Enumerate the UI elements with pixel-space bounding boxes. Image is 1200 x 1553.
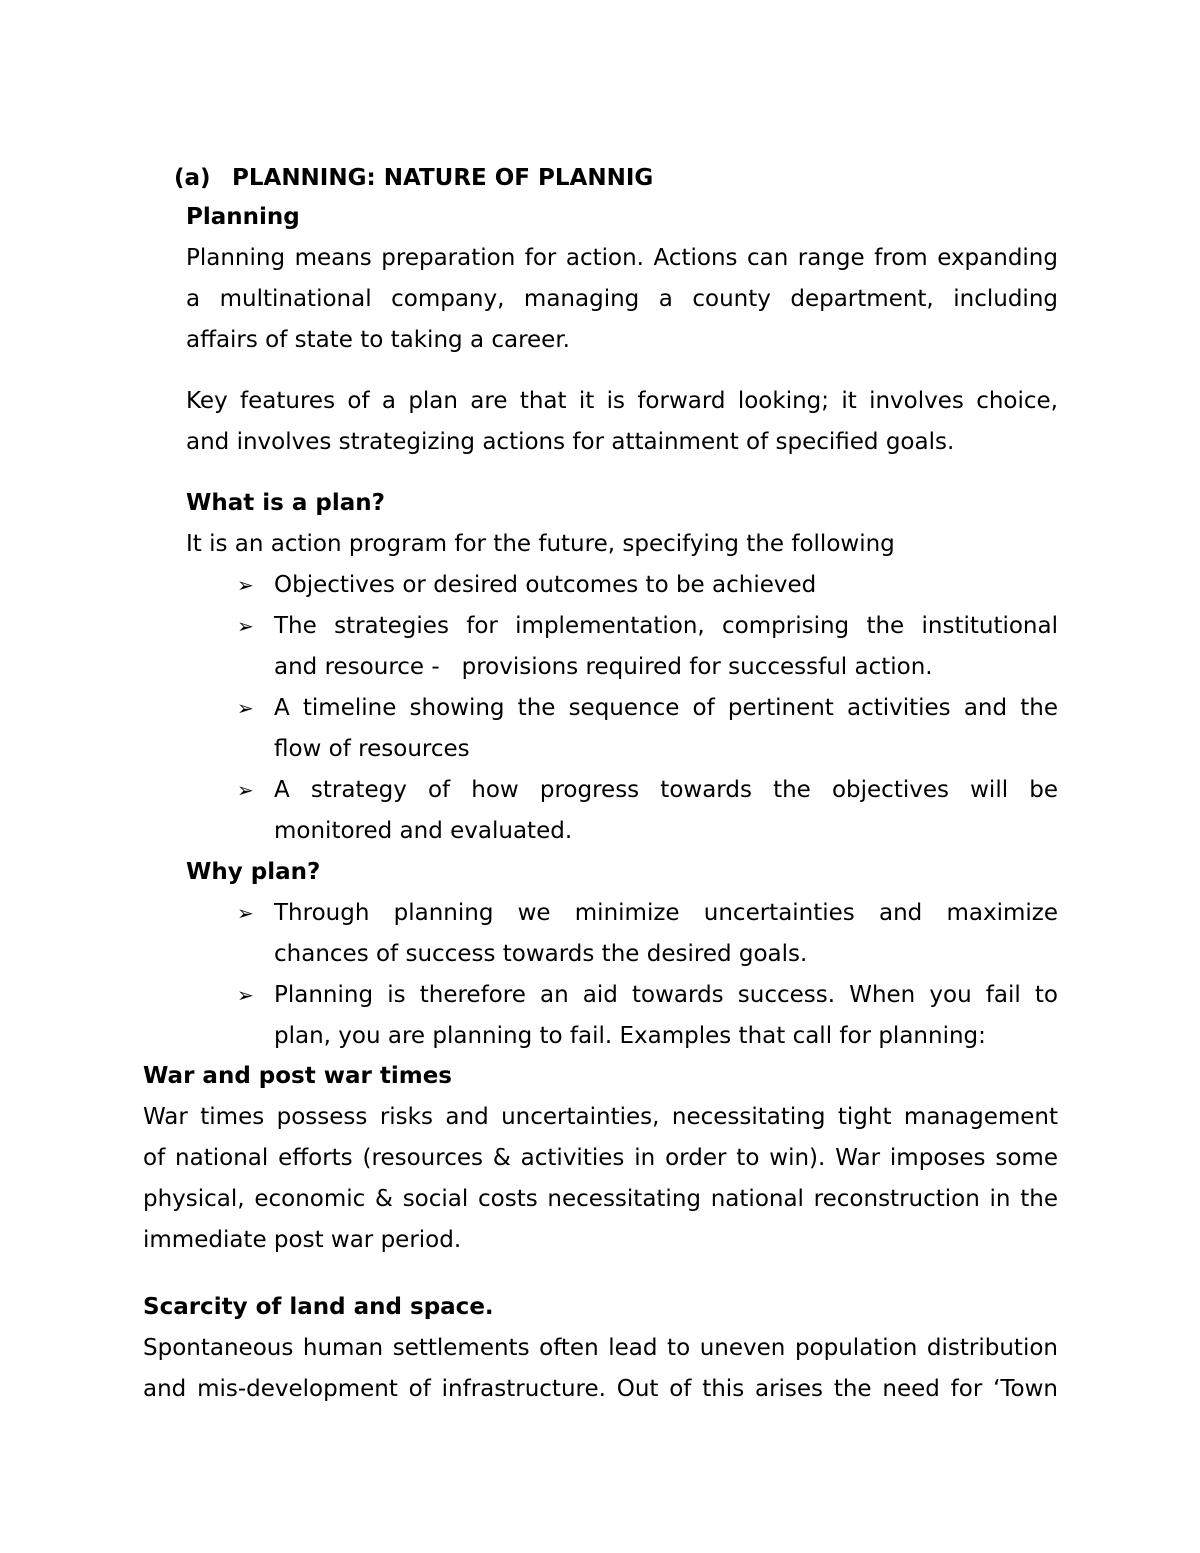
scarcity-heading: Scarcity of land and space.: [143, 1294, 494, 1320]
arrow-bullet-icon: ➢: [237, 614, 254, 638]
plan-item-2-line-1: The strategies for implementation, comprising the institutional: [274, 613, 1058, 639]
plan-item-1-line-1: Objectives or desired outcomes to be achieved: [274, 572, 817, 598]
section-label: (a): [174, 165, 211, 191]
planning-line-3: affairs of state to taking a career.: [186, 327, 570, 353]
plan-item-2-line-2: and resource - provisions required for successful action.: [274, 654, 933, 680]
why-item-2-line-1: Planning is therefore an aid towards success. When you fail to: [274, 982, 1058, 1008]
key-features-line-2: and involves strategizing actions for attainment of specified goals.: [186, 429, 955, 455]
why-item-2-line-2: plan, you are planning to fail. Examples that call for planning:: [274, 1023, 986, 1049]
key-features-line-1: Key features of a plan are that it is forward looking; it involves choice,: [186, 388, 1058, 414]
scarcity-line-2: and mis-development of infrastructure. Out of this arises the need for ‘Town: [143, 1376, 1058, 1402]
planning-line-1: Planning means preparation for action. Actions can range from expanding: [186, 245, 1058, 271]
scarcity-line-1: Spontaneous human settlements often lead to uneven population distribution: [143, 1335, 1058, 1361]
what-is-plan-heading: What is a plan?: [186, 490, 385, 516]
why-plan-heading: Why plan?: [186, 859, 321, 885]
war-line-4: immediate post war period.: [143, 1227, 462, 1253]
arrow-bullet-icon: ➢: [237, 901, 254, 925]
arrow-bullet-icon: ➢: [237, 696, 254, 720]
arrow-bullet-icon: ➢: [237, 573, 254, 597]
what-is-plan-intro: It is an action program for the future, specifying the following: [186, 531, 895, 557]
arrow-bullet-icon: ➢: [237, 778, 254, 802]
arrow-bullet-icon: ➢: [237, 983, 254, 1007]
planning-line-2: a multinational company, managing a county department, including: [186, 286, 1058, 312]
section-title: PLANNING: NATURE OF PLANNIG: [232, 165, 654, 191]
why-item-1-line-1: Through planning we minimize uncertainties and maximize: [274, 900, 1058, 926]
plan-item-3-line-1: A timeline showing the sequence of pertinent activities and the: [274, 695, 1058, 721]
plan-item-4-line-2: monitored and evaluated.: [274, 818, 573, 844]
war-heading: War and post war times: [143, 1063, 452, 1089]
war-line-2: of national efforts (resources & activities in order to win). War imposes some: [143, 1145, 1058, 1171]
planning-heading: Planning: [186, 204, 300, 230]
plan-item-3-line-2: flow of resources: [274, 736, 470, 762]
war-line-3: physical, economic & social costs necessitating national reconstruction in the: [143, 1186, 1058, 1212]
war-line-1: War times possess risks and uncertainties, necessitating tight management: [143, 1104, 1058, 1130]
plan-item-4-line-1: A strategy of how progress towards the objectives will be: [274, 777, 1058, 803]
why-item-1-line-2: chances of success towards the desired goals.: [274, 941, 808, 967]
section-heading: [174, 164, 653, 192]
